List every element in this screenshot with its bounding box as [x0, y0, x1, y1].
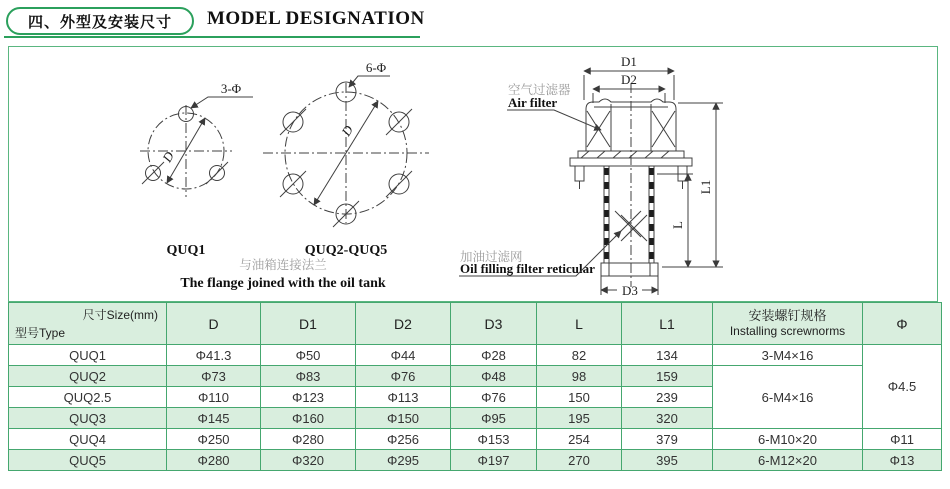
flange-caption-cn: 与油箱连接法兰: [239, 257, 327, 272]
table-cell: 159: [622, 366, 713, 387]
flange2-hole-note: 6-Φ: [365, 60, 387, 75]
reticular-label-en: Oil filling filter reticular: [460, 261, 595, 276]
table-cell: Φ76: [356, 366, 451, 387]
dim-label-d2: D2: [621, 72, 637, 87]
dim-label-d1: D1: [621, 54, 637, 69]
table-cell: Φ280: [167, 450, 261, 471]
row-type-label: QUQ5: [9, 450, 167, 471]
table-cell: Φ44: [356, 345, 451, 366]
air-filter-label-cn: 空气过滤器: [508, 82, 571, 97]
flange-quq1-drawing: [140, 81, 253, 258]
dim-label-l: L: [670, 221, 685, 229]
col-header-d3: D3: [451, 303, 537, 345]
section-label: 四、外型及安装尺寸: [27, 13, 172, 31]
table-cell: Φ73: [167, 366, 261, 387]
flange2-caption: QUQ2-QUQ5: [304, 243, 388, 258]
table-row: [9, 345, 942, 366]
col-header-screw: [713, 303, 863, 345]
flange2-diameter-label: D: [338, 122, 357, 139]
table-cell: Φ123: [261, 387, 356, 408]
table-cell: Φ11: [863, 429, 942, 450]
flange-quq2-5-drawing: [263, 60, 429, 258]
row-type-label: QUQ4: [9, 429, 167, 450]
table-cell: Φ153: [451, 429, 537, 450]
table-cell: Φ41.3: [167, 345, 261, 366]
air-filter-drawing: [459, 54, 723, 298]
table-cell: 3-M4×16: [713, 345, 863, 366]
table-cell: 254: [537, 429, 622, 450]
table-cell: 82: [537, 345, 622, 366]
table-cell: 134: [622, 345, 713, 366]
col-header-d2: D2: [356, 303, 451, 345]
table-row: [9, 450, 942, 471]
table-cell: Φ83: [261, 366, 356, 387]
table-cell: Φ50: [261, 345, 356, 366]
table-cell: Φ197: [451, 450, 537, 471]
table-cell: 195: [537, 408, 622, 429]
table-cell: Φ28: [451, 345, 537, 366]
col-header-d1: D1: [261, 303, 356, 345]
table-cell: Φ150: [356, 408, 451, 429]
technical-drawing: [9, 47, 937, 301]
row-type-label: QUQ2: [9, 366, 167, 387]
dimension-table: [8, 302, 942, 471]
table-cell: Φ295: [356, 450, 451, 471]
screw-header-cn: 安装螺钉规格: [748, 308, 827, 324]
col-header-phi: Φ: [863, 303, 942, 345]
table-header-row: [9, 303, 942, 345]
table-cell: Φ13: [863, 450, 942, 471]
section-pill: [6, 7, 194, 35]
page-title: MODEL DESIGNATION: [207, 8, 425, 29]
table-cell: Φ256: [356, 429, 451, 450]
table-cell: Φ320: [261, 450, 356, 471]
col-header-d: D: [167, 303, 261, 345]
table-cell: Φ145: [167, 408, 261, 429]
table-row: [9, 429, 942, 450]
table-cell: 395: [622, 450, 713, 471]
dim-label-d3: D3: [622, 283, 638, 298]
table-row: [9, 366, 942, 387]
flange-caption-en: The flange joined with the oil tank: [180, 276, 386, 291]
table-cell-screw-merged: 6-M4×16: [713, 366, 863, 429]
corner-size-label: 尺寸Size(mm): [82, 308, 158, 322]
table-cell: 6-M12×20: [713, 450, 863, 471]
reticular-label-cn: 加油过滤网: [460, 249, 523, 264]
row-type-label: QUQ2.5: [9, 387, 167, 408]
table-cell: Φ110: [167, 387, 261, 408]
col-header-l: L: [537, 303, 622, 345]
flange1-hole-note: 3-Φ: [220, 81, 242, 96]
table-cell: 98: [537, 366, 622, 387]
table-cell-phi-merged: Φ4.5: [863, 345, 942, 429]
corner-header-cell: [9, 303, 167, 345]
table-cell: Φ250: [167, 429, 261, 450]
table-cell: Φ280: [261, 429, 356, 450]
air-filter-label-en: Air filter: [508, 95, 558, 110]
table-cell: 270: [537, 450, 622, 471]
table-cell: Φ160: [261, 408, 356, 429]
col-header-l1: L1: [622, 303, 713, 345]
drawing-panel: [8, 46, 938, 302]
table-cell: 150: [537, 387, 622, 408]
dim-label-l1: L1: [698, 179, 713, 195]
table-cell: Φ95: [451, 408, 537, 429]
table-cell: 239: [622, 387, 713, 408]
corner-type-label: 型号Type: [15, 326, 66, 340]
table-cell: 379: [622, 429, 713, 450]
title-underline: [4, 36, 420, 38]
flange1-diameter-label: D: [159, 148, 177, 165]
table-cell: Φ76: [451, 387, 537, 408]
table-cell: Φ48: [451, 366, 537, 387]
row-type-label: QUQ1: [9, 345, 167, 366]
row-type-label: QUQ3: [9, 408, 167, 429]
table-cell: 320: [622, 408, 713, 429]
flange1-caption: QUQ1: [166, 243, 206, 258]
table-cell: 6-M10×20: [713, 429, 863, 450]
table-cell: Φ113: [356, 387, 451, 408]
screw-header-en: Installing screwnorms: [729, 323, 846, 338]
